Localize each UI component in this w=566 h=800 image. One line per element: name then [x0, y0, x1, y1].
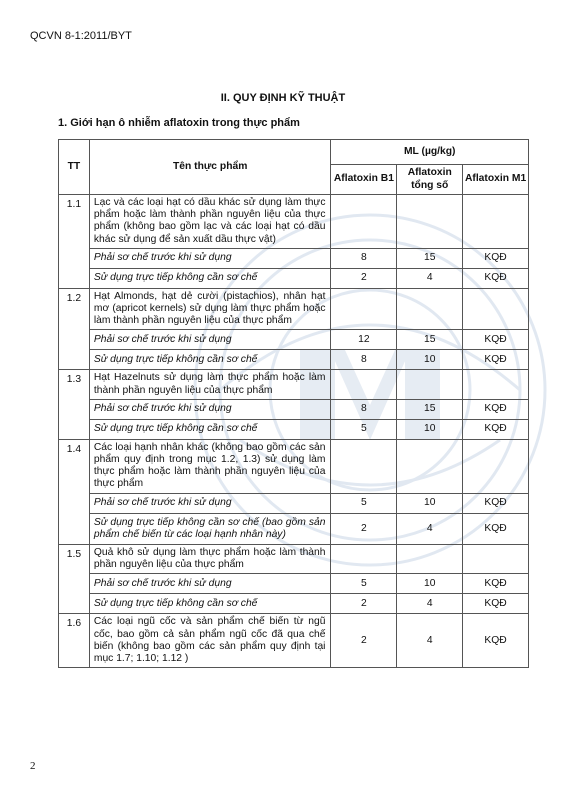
- item-description: Hạt Almonds, hạt dẻ cười (pistachios), nhân hạt mơ (apricot kernels) sử dụng làm thực phẩm hoặc làm thành phần nguyên liệu của thực phẩm: [89, 288, 331, 330]
- item-condition: Sử dụng trực tiếp không cần sơ chế: [89, 594, 331, 614]
- header-ml: ML (µg/kg): [331, 140, 529, 165]
- value-total: 4: [397, 513, 463, 544]
- item-description: Lạc và các loại hạt có dầu khác sử dụng làm thực phẩm hoặc làm thành phần nguyên liệu của thực phẩm (không bao gồm lạc và các loại hạt có dầu khác sử dụng để sản xuất dầu thực vật): [89, 195, 331, 249]
- table-row: [59, 350, 529, 370]
- value-b1: 8: [331, 399, 397, 419]
- value-total: 4: [397, 268, 463, 288]
- value-m1: KQĐ: [463, 614, 529, 668]
- value-b1: 2: [331, 614, 397, 668]
- item-number: 1.3: [59, 370, 90, 439]
- value-m1: KQĐ: [463, 248, 529, 268]
- value-total: 4: [397, 594, 463, 614]
- table-row: [59, 370, 529, 399]
- value-b1: 8: [331, 248, 397, 268]
- item-number: 1.2: [59, 288, 90, 370]
- value-m1: KQĐ: [463, 493, 529, 513]
- value-total: 15: [397, 330, 463, 350]
- item-number: 1.4: [59, 439, 90, 544]
- item-description: Các loại ngũ cốc và sản phẩm chế biến từ ngũ cốc, bao gồm cả sản phẩm ngũ cốc đã qua chế biến (không bao gồm các sản phẩm quy định tại mục 1.7; 1.10; 1.12 ): [89, 614, 331, 668]
- value-b1: 2: [331, 268, 397, 288]
- item-description: Quả khô sử dụng làm thực phẩm hoặc làm thành phần nguyên liệu của thực phẩm: [89, 545, 331, 574]
- item-condition: Phải sơ chế trước khi sử dụng: [89, 493, 331, 513]
- section-title: II. QUY ĐỊNH KỸ THUẬT: [220, 92, 346, 104]
- item-condition: Sử dụng trực tiếp không cần sơ chế (bao gồm sản phẩm chế biến từ các loại hạnh nhân này): [89, 513, 331, 544]
- value-total: 10: [397, 574, 463, 594]
- value-m1: KQĐ: [463, 419, 529, 439]
- subsection-title: 1. Giới hạn ô nhiễm aflatoxin trong thực phẩm: [58, 117, 300, 129]
- value-total: 10: [397, 419, 463, 439]
- table-row: [59, 330, 529, 350]
- table-row: [59, 594, 529, 614]
- item-number: 1.5: [59, 545, 90, 614]
- value-total: 10: [397, 493, 463, 513]
- value-m1: KQĐ: [463, 574, 529, 594]
- header-food-name: Tên thực phẩm: [89, 140, 331, 195]
- value-total: 4: [397, 614, 463, 668]
- item-condition: Phải sơ chế trước khi sử dụng: [89, 248, 331, 268]
- table-row: [59, 268, 529, 288]
- item-number: 1.6: [59, 614, 90, 668]
- value-b1: 5: [331, 419, 397, 439]
- value-m1: KQĐ: [463, 594, 529, 614]
- item-description: Các loại hạnh nhân khác (không bao gồm các sản phẩm quy định trong mục 1.2, 1.3) sử dụng làm thực phẩm hoặc làm thành phần nguyên liệu của thực phẩm: [89, 439, 331, 493]
- value-b1: 12: [331, 330, 397, 350]
- table-row: [59, 399, 529, 419]
- item-condition: Sử dụng trực tiếp không cần sơ chế: [89, 419, 331, 439]
- value-total: 10: [397, 350, 463, 370]
- value-m1: KQĐ: [463, 350, 529, 370]
- value-m1: KQĐ: [463, 513, 529, 544]
- aflatoxin-limits-table: [58, 139, 529, 668]
- document-code: QCVN 8-1:2011/BYT: [30, 30, 132, 42]
- table-row: [59, 574, 529, 594]
- table-row: [59, 419, 529, 439]
- header-tt: TT: [59, 140, 90, 195]
- table-row: [59, 248, 529, 268]
- table-row: [59, 545, 529, 574]
- value-m1: KQĐ: [463, 330, 529, 350]
- item-condition: Phải sơ chế trước khi sử dụng: [89, 330, 331, 350]
- item-condition: Sử dụng trực tiếp không cần sơ chế: [89, 268, 331, 288]
- table-row: [59, 614, 529, 668]
- value-total: 15: [397, 399, 463, 419]
- table-row: [59, 195, 529, 249]
- item-condition: Sử dụng trực tiếp không cần sơ chế: [89, 350, 331, 370]
- item-condition: Phải sơ chế trước khi sử dụng: [89, 399, 331, 419]
- value-m1: KQĐ: [463, 268, 529, 288]
- value-total: 15: [397, 248, 463, 268]
- page-number: 2: [30, 760, 36, 772]
- table-row: [59, 439, 529, 493]
- value-m1: KQĐ: [463, 399, 529, 419]
- value-b1: 5: [331, 574, 397, 594]
- item-condition: Phải sơ chế trước khi sử dụng: [89, 574, 331, 594]
- header-aflatoxin-b1: Aflatoxin B1: [331, 165, 397, 195]
- table-row: [59, 493, 529, 513]
- table-row: [59, 513, 529, 544]
- item-description: Hạt Hazelnuts sử dụng làm thực phẩm hoặc làm thành phần nguyên liệu của thực phẩm: [89, 370, 331, 399]
- header-aflatoxin-m1: Aflatoxin M1: [463, 165, 529, 195]
- value-b1: 2: [331, 513, 397, 544]
- table-row: [59, 288, 529, 330]
- value-b1: 5: [331, 493, 397, 513]
- item-number: 1.1: [59, 195, 90, 289]
- header-aflatoxin-total: Aflatoxin tổng số: [397, 165, 463, 195]
- value-b1: 2: [331, 594, 397, 614]
- value-b1: 8: [331, 350, 397, 370]
